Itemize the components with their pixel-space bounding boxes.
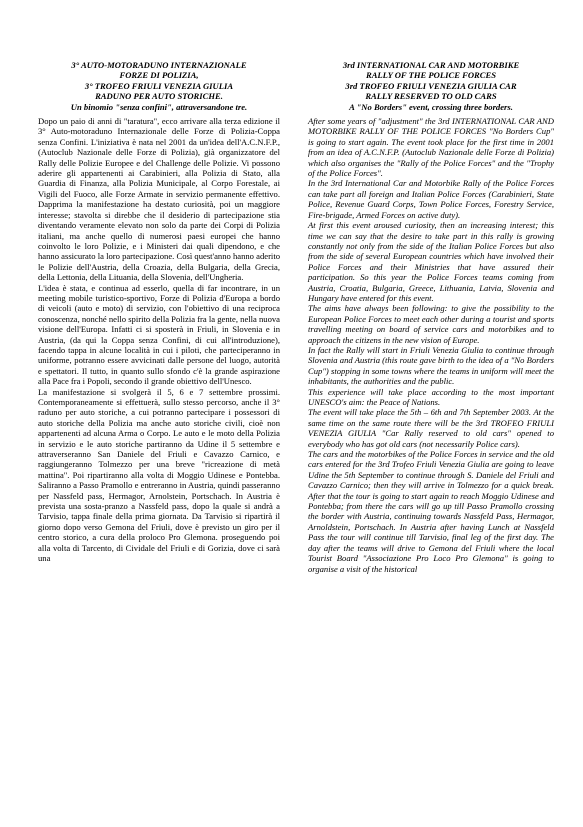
english-heading-line: RALLY OF THE POLICE FORCES — [365, 70, 497, 81]
italian-paragraph: L'idea è stata, e continua ad esserlo, quella di far incontrare, in un meeting mobile turistico-sportivo, Forze di Polizia d'Europa a bordo di veicoli (auto e moto) di servizio, con l'obiettivo di una reciproca conoscenza, nonché nello spirito della Polizia fra la gente, nella nuova visione dell'Europa. Infatti ci si sposterà in Friuli, in Slovenia e in Austria, (da qui la Coppa senza Confini, di cui all'introduzione), facendo tappa in alcune località in cui i piloti, che parteciperanno in uniforme, potranno essere avvicinati dalle persone del luogo, autorità e spettatori. Il tutto, in quanto sullo sfondo c'è la grande aspirazione alla Pace fra i Popoli, secondo il grande obiettivo dell'Unesco. — [38, 282, 280, 387]
english-heading-line: 3rd TROFEO FRIULI VENEZIA GIULIA CAR — [345, 80, 517, 91]
english-column — [308, 60, 554, 574]
english-paragraph: The cars and the motorbikes of the Police Forces in service and the old cars entered for the 3rd Trofeo Friuli Venezia Giulia are going to leave Udine the 5th September to continue through S. Daniele del Friuli and Cavazzo Carnico; then they will arrive in Tolmezzo for a quick break. After that the tour is going to start again to reach Moggio Udinese and Pontebba; from there the cars will go up till Passo Pramollo crossing the border with Austria, continuing towards Nassfeld Pass, Hermagor, Arnoldstein, Portschach. In Austria after having Lunch at Nassfeld Pass the tour will continue till Tarvisio, final leg of the first day. The day after the teams will drive to Gemona del Friuli where the local Tourist Board "Associazione Pro Loco Pro Glemona" is going to organise a visit of the historical — [308, 449, 554, 574]
italian-heading-line: 3° AUTO-MOTORADUNO INTERNAZIONALE — [71, 60, 247, 70]
italian-heading-line: FORZE DI POLIZIA, — [119, 70, 199, 81]
italian-subtitle: Un binomio "senza confini", attraversandone tre. — [70, 101, 248, 112]
italian-column — [38, 60, 280, 564]
english-paragraph: The aims have always been following: to give the possibility to the European Police Forces to meet each other during a tourist and sports travelling meeting on board of service cars and motorbikes and to approach the citizens in the new vision of Europe. — [308, 303, 554, 345]
english-paragraph: After some years of "adjustment" the 3rd INTERNATIONAL CAR AND MOTORBIKE RALLY OF THE POLICE FORCES "No Borders Cup" is going to start again. The event took place for the first time in 2001 from an idea of A.C.N.F.P. (Autoclub Nazionale delle Forze di Polizia) which also organises the "Rally of the Police Forces" and the "Trophy of the Police Forces". — [308, 116, 554, 179]
english-heading-line: 3rd INTERNATIONAL CAR AND MOTORBIKE — [342, 60, 520, 70]
english-subtitle: A "No Borders" event, crossing three borders. — [349, 101, 513, 112]
english-paragraph: In the 3rd International Car and Motorbike Rally of the Police Forces can take part all foreign and Italian Police Forces (Carabinieri, State Police, Revenue Guard Corps, Town Police Forces, Forestry Service, Fire-brigade, Armed Forces on active duty). — [308, 178, 554, 220]
italian-heading — [38, 60, 280, 112]
italian-paragraph: La manifestazione si svolgerà il 5, 6 e 7 settembre prossimi. Contemporaneamente si effettuerà, sullo stesso percorso, anche il 3° raduno per auto storiche, a cui potranno partecipare i possessori di auto storiche della Polizia ma anche auto storiche civili, cioè non appartenenti ad alcuna Arma o Corpo. Le auto e le moto della Polizia in servizio e le auto storiche partiranno da Udine il 5 settembre e attraverseranno San Daniele del Friuli e Cavazzo Carnico, e raggiungeranno Tolmezzo per una breve "ricreazione di metà mattina". Poi ripartiranno alla volta di Moggio Udinese e Pontebba. Saliranno a Passo Pramollo e entreranno in Austria, quindi passeranno per Nassfeld pass, Hermagor, Arnolstein, Portschach. In Austria è prevista una sosta-pranzo a Nassfeld pass, dopo la quale si andrà a Tarvisio, tappa finale della prima giornata. Da Tarvisio si ripartirà il giorno dopo verso Gemona del Friuli, dove è previsto un giro per il centro storico, a cura della proloco Pro Glemona. proseguendo poi alla volta di Tarcento, di Cividale del Friuli e di Gorizia, dove ci sarà una — [38, 386, 280, 564]
english-heading-line: RALLY RESERVED TO OLD CARS — [365, 91, 497, 102]
english-body — [308, 116, 554, 574]
italian-heading-line: 3° TROFEO FRIULI VENEZIA GIULIA — [84, 80, 234, 91]
italian-paragraph: Dopo un paio di anni di "taratura", ecco arrivare alla terza edizione il 3° Auto-motoraduno Internazionale delle Forze di Polizia-Coppa senza Confini. L'iniziativa è nata nel 2001 da un'idea dell'A.C.N.F.P., (Autoclub Nazionale delle Forze di Polizia), già organizzatore del Rally delle Polizie Europee e del Challenge delle Polizie. Vi possono aderire gli appartenenti ai Carabinieri, alla Polizia di Stato, alla Guardia di Finanza, alla Polizia Municipale, al Corpo Forestale, ai Vigili del Fuoco, alle Forze Armate in servizio permanente effettivo. Dapprima la manifestazione ha destato curiosità, poi un maggiore interesse; stavolta si direbbe che il desiderio di partecipazione stia diventando veramente elevato non solo da parte dei Corpi di Polizia italiani, ma anche quello di numerosi paesi europei che hanno coinvolto le loro Polizie, e i Ministeri dai quali dipendono, e che hanno assicurato la loro partecipazione. Così quest'anno hanno aderito le Polizie dell'Austria, della Croazia, della Bulgaria, della Grecia, della Lettonia, della Lituania, della Slovenia, dell'Ungheria. — [38, 116, 280, 283]
italian-heading-line: RADUNO PER AUTO STORICHE. — [95, 91, 223, 102]
english-paragraph: In fact the Rally will start in Friuli Venezia Giulia to continue through Slovenia and Austria (this route gave birth to the idea of a "No Borders Cup") stopping in some towns where the teams in uniform will meet the inhabitants, the authorities and the public. — [308, 344, 554, 387]
italian-body — [38, 116, 280, 563]
english-paragraph: At first this event aroused curiosity, then an increasing interest; this time we can say that the desire to take part in this rally is growing constantly not only from the side of the Italian Police Forces but also from the side of several European countries which have involved their Police Forces and their Ministries that have assured their participation. So this year the Police Forces teams coming from Austria, Croatia, Bulgaria, Greece, Lithuania, Latvia, Slovenia and Hungary have entered for this event. — [308, 220, 554, 303]
english-paragraph: This experience will take place according to the most important UNESCO's aim: the Peace of Nations. — [308, 386, 554, 407]
english-heading — [308, 60, 554, 112]
english-paragraph: The event will take place the 5th – 6th and 7th September 2003. At the same time on the same route there will be the 3rd TROFEO FRIULI VENEZIA GIULIA "Car Rally reserved to old cars" opened to everybody who has got old cars (not necessarily Police cars). — [308, 407, 554, 449]
